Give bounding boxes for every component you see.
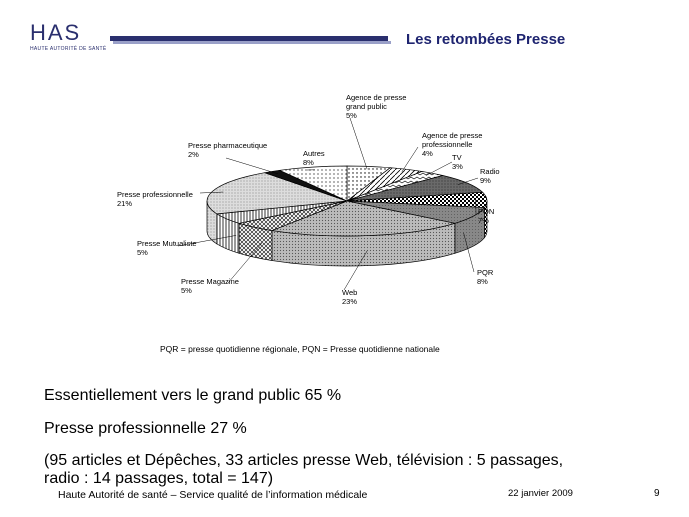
pie-slice-value: 5%	[137, 248, 148, 257]
pie-slice-value: 2%	[188, 150, 199, 159]
pie-slice-value: 8%	[303, 158, 314, 167]
logo-mark: HAS	[30, 20, 82, 45]
pie-slice-value: 5%	[181, 286, 192, 295]
summary-line-1: Essentiellement vers le grand public 65 %	[44, 387, 342, 404]
pie-slice-label	[303, 149, 325, 167]
pie-slice-label	[181, 277, 239, 295]
pie-slice-label	[117, 190, 193, 208]
pie-slice-label-text: Agence de presse	[346, 93, 407, 102]
pie-slice-value: 3%	[452, 162, 463, 171]
pie-slice-value: 21%	[117, 199, 133, 208]
pie-slice-label-text: Presse Magazine	[181, 277, 239, 286]
pie-slice-label	[188, 141, 267, 159]
pie-slice-value: 4%	[422, 149, 433, 158]
pie-slice-label-text: Agence de presse	[422, 131, 483, 140]
footer-date: 22 janvier 2009	[508, 488, 573, 499]
pie-slice-label	[480, 167, 500, 185]
page-title: Les retombées Presse	[406, 31, 566, 48]
pie-slice-label-text: PQR	[477, 268, 494, 277]
pie-slice-label-text: Presse pharmaceutique	[188, 141, 268, 150]
pie-slice-label	[137, 239, 197, 257]
chart-footnote: PQR = presse quotidienne régionale, PQN = Presse quotidienne nationale	[160, 344, 440, 354]
pie-leader-line	[402, 147, 418, 172]
logo-subtitle: HAUTE AUTORITÉ DE SANTÉ	[30, 46, 107, 52]
pie-slice-label	[452, 153, 463, 171]
pie-slice-label-text: Web	[342, 288, 358, 297]
pie-leader-line	[426, 162, 452, 176]
summary-line-2: Presse professionnelle 27 %	[44, 420, 247, 437]
pie-slice-label-text: PQN	[478, 207, 495, 216]
summary-line-3: (95 articles et Dépêches, 33 articles presse Web, télévision : 5 passages,	[44, 452, 564, 469]
pie-slice-label-text: grand public	[346, 102, 387, 111]
summary-line-4: radio : 14 passages, total = 147)	[44, 470, 274, 487]
pie-slice-value: 5%	[346, 111, 357, 120]
pie-slice-label	[346, 93, 406, 120]
pie-slice-value: 9%	[480, 176, 491, 185]
pie-slice-label	[342, 288, 357, 306]
pie-slice-label	[477, 268, 493, 286]
pie-slice-label-text: Autres	[303, 149, 325, 158]
pie-slice-label-text: Radio	[480, 167, 500, 176]
pie-slice-value: 23%	[342, 297, 358, 306]
pie-slice-value: 8%	[477, 277, 488, 286]
pie-slice-label-text: Presse professionnelle	[117, 190, 193, 199]
page-number: 9	[654, 488, 660, 499]
pie-leader-line	[350, 118, 367, 169]
pie-slice-value: 7%	[478, 216, 489, 225]
footer-text: Haute Autorité de santé – Service qualité de l’information médicale	[58, 489, 368, 501]
pie-leader-line	[226, 158, 278, 174]
pie-slice-label-text: Presse Mutualiste	[137, 239, 197, 248]
pie-slice-label	[478, 207, 494, 225]
pie-slice-label-text: professionnelle	[422, 140, 473, 149]
pie-slice-label-text: TV	[452, 153, 462, 162]
